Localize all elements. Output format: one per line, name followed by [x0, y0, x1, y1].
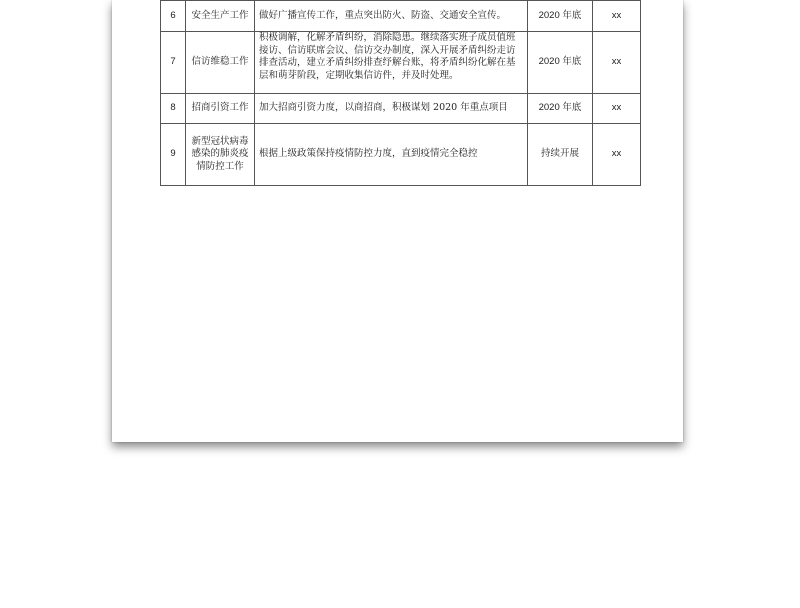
row-number: 9 — [161, 124, 186, 186]
owner: xx — [593, 94, 641, 124]
row-number: 6 — [161, 1, 186, 32]
row-number: 7 — [161, 32, 186, 94]
task-name: 招商引资工作 — [186, 94, 255, 124]
table-row — [161, 32, 641, 94]
deadline: 2020 年底 — [528, 1, 593, 32]
table-row — [161, 94, 641, 124]
deadline: 2020 年底 — [528, 94, 593, 124]
deadline: 持续开展 — [528, 124, 593, 186]
owner: xx — [593, 1, 641, 32]
owner: xx — [593, 32, 641, 94]
table-row — [161, 124, 641, 186]
work-plan-table — [160, 0, 641, 186]
task-name: 新型冠状病毒感染的肺炎疫情防控工作 — [186, 124, 255, 186]
task-content: 做好广播宣传工作，重点突出防火、防盗、交通安全宣传。 — [255, 1, 528, 32]
task-content: 加大招商引资力度，以商招商，积极谋划 2020 年重点项目 — [255, 94, 528, 124]
deadline: 2020 年底 — [528, 32, 593, 94]
task-content: 根据上级政策保持疫情防控力度，直到疫情完全稳控 — [255, 124, 528, 186]
row-number: 8 — [161, 94, 186, 124]
task-name: 信访维稳工作 — [186, 32, 255, 94]
owner: xx — [593, 124, 641, 186]
table-row — [161, 1, 641, 32]
task-name: 安全生产工作 — [186, 1, 255, 32]
task-content: 积极调解，化解矛盾纠纷，消除隐患。继续落实班子成员值班接访、信访联席会议、信访交办制度，深入开展矛盾纠纷走访排查活动，建立矛盾纠纷排查纾解台账，将矛盾纠纷化解在基层和萌芽阶段，定期收集信访件，并及时处理。 — [255, 32, 528, 94]
document-page — [112, 0, 683, 442]
